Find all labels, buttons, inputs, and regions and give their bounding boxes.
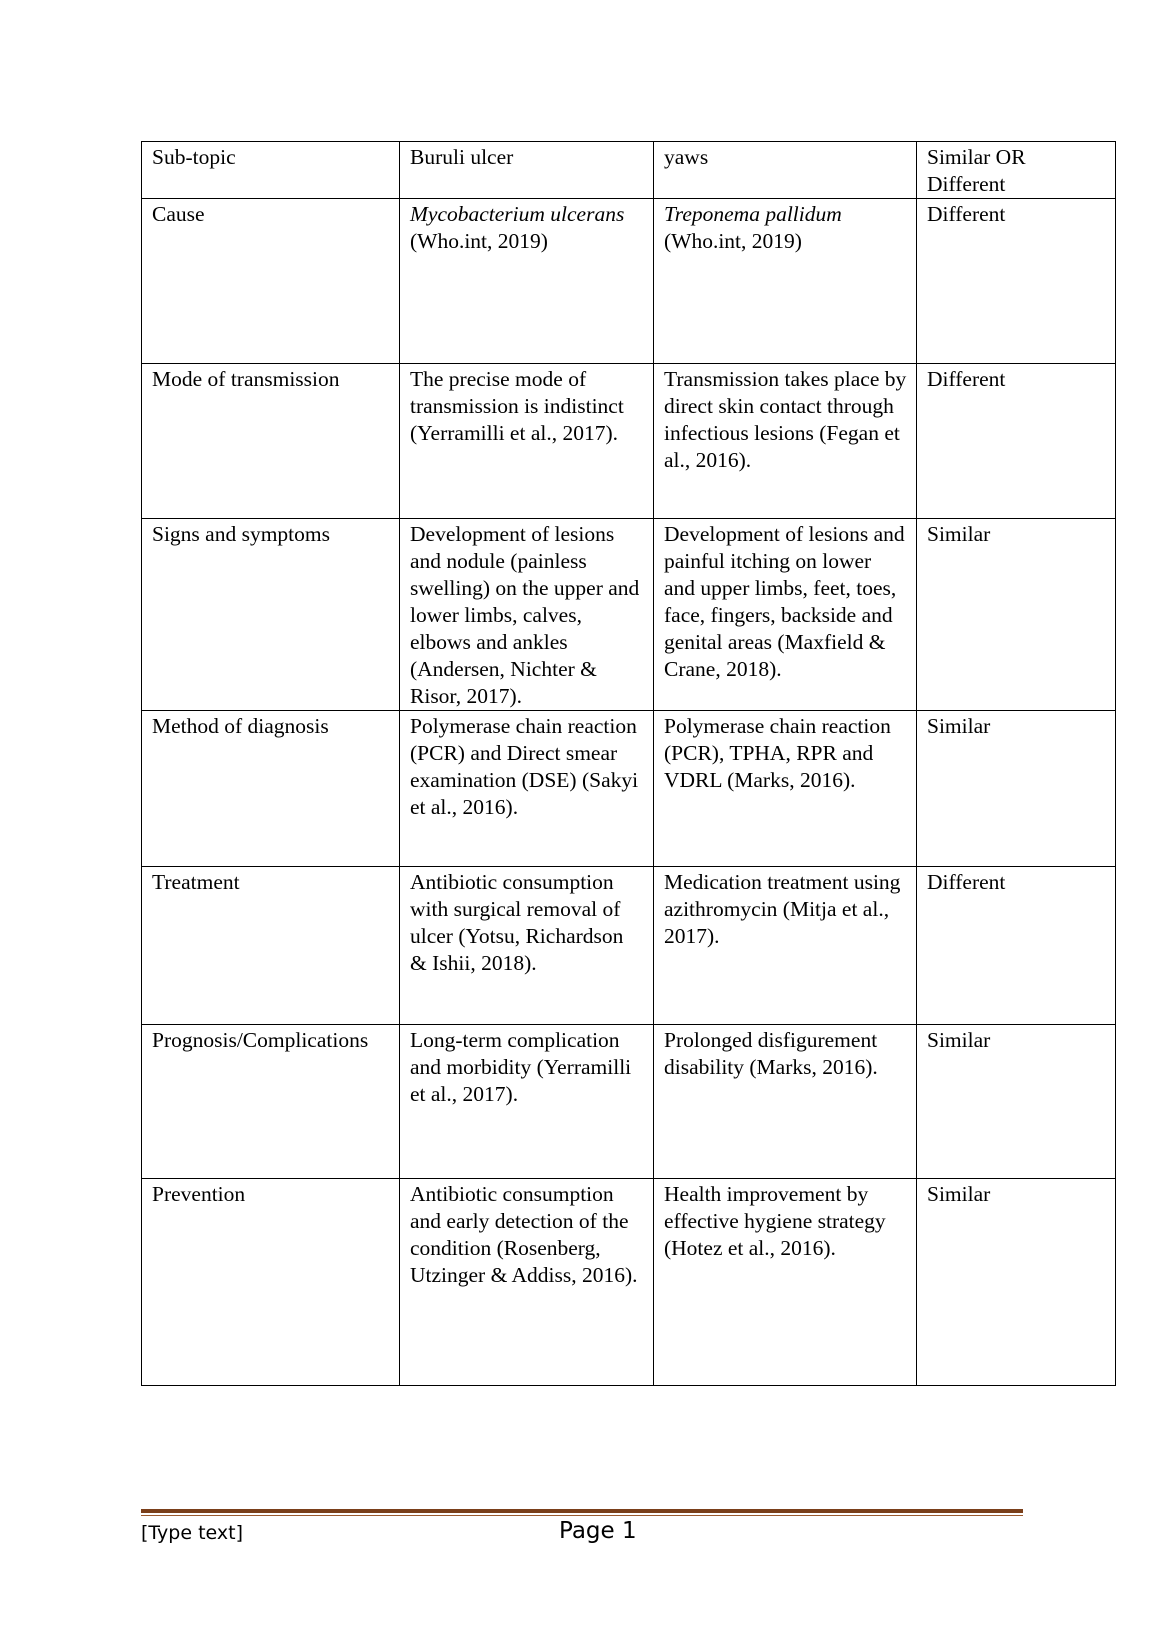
table-row xyxy=(142,867,1116,1025)
buruli-cell xyxy=(400,199,654,364)
verdict-cell: Different xyxy=(917,199,1116,364)
buruli-cell: Long-term complication and morbidity (Yerramilli et al., 2017). xyxy=(400,1025,654,1179)
header-subtopic: Sub-topic xyxy=(142,142,400,199)
citation: (Who.int, 2019) xyxy=(410,229,548,253)
subtopic-cell: Prevention xyxy=(142,1179,400,1386)
pathogen-name: Mycobacterium ulcerans xyxy=(410,202,625,226)
table-row xyxy=(142,199,1116,364)
subtopic-cell: Signs and symptoms xyxy=(142,519,400,711)
table-row xyxy=(142,364,1116,519)
yaws-cell: Development of lesions and painful itching on lower and upper limbs, feet, toes, face, fingers, backside and genital areas (Maxfield & Crane, 2018). xyxy=(654,519,917,711)
page-number: Page 1 xyxy=(559,1518,637,1544)
subtopic-cell: Cause xyxy=(142,199,400,364)
subtopic-cell: Method of diagnosis xyxy=(142,711,400,867)
yaws-cell xyxy=(654,199,917,364)
yaws-cell: Health improvement by effective hygiene strategy (Hotez et al., 2016). xyxy=(654,1179,917,1386)
buruli-cell: The precise mode of transmission is indistinct (Yerramilli et al., 2017). xyxy=(400,364,654,519)
buruli-cell: Development of lesions and nodule (painless swelling) on the upper and lower limbs, calves, elbows and ankles (Andersen, Nichter & Risor, 2017). xyxy=(400,519,654,711)
header-buruli-ulcer: Buruli ulcer xyxy=(400,142,654,199)
buruli-cell: Antibiotic consumption and early detection of the condition (Rosenberg, Utzinger & Addiss, 2016). xyxy=(400,1179,654,1386)
subtopic-cell: Mode of transmission xyxy=(142,364,400,519)
header-yaws: yaws xyxy=(654,142,917,199)
buruli-cell: Polymerase chain reaction (PCR) and Direct smear examination (DSE) (Sakyi et al., 2016). xyxy=(400,711,654,867)
verdict-cell: Different xyxy=(917,364,1116,519)
pathogen-name: Treponema pallidum xyxy=(664,202,842,226)
verdict-cell: Similar xyxy=(917,1025,1116,1179)
yaws-cell: Medication treatment using azithromycin (Mitja et al., 2017). xyxy=(654,867,917,1025)
subtopic-cell: Treatment xyxy=(142,867,400,1025)
table-row xyxy=(142,1179,1116,1386)
table-row xyxy=(142,519,1116,711)
comparison-table xyxy=(141,141,1116,1386)
yaws-cell: Prolonged disfigurement disability (Marks, 2016). xyxy=(654,1025,917,1179)
footer-rule xyxy=(141,1509,1023,1513)
footer-placeholder-text[interactable]: [Type text] xyxy=(141,1522,244,1544)
table-header-row xyxy=(142,142,1116,199)
table-row xyxy=(142,1025,1116,1179)
footer-rule-thin xyxy=(141,1515,1023,1516)
header-similar-or-different: Similar OR Different xyxy=(917,142,1116,199)
verdict-cell: Different xyxy=(917,867,1116,1025)
verdict-cell: Similar xyxy=(917,711,1116,867)
table-row xyxy=(142,711,1116,867)
citation: (Who.int, 2019) xyxy=(664,229,802,253)
buruli-cell: Antibiotic consumption with surgical removal of ulcer (Yotsu, Richardson & Ishii, 2018). xyxy=(400,867,654,1025)
verdict-cell: Similar xyxy=(917,1179,1116,1386)
yaws-cell: Transmission takes place by direct skin contact through infectious lesions (Fegan et al., 2016). xyxy=(654,364,917,519)
verdict-cell: Similar xyxy=(917,519,1116,711)
yaws-cell: Polymerase chain reaction (PCR), TPHA, RPR and VDRL (Marks, 2016). xyxy=(654,711,917,867)
subtopic-cell: Prognosis/Complications xyxy=(142,1025,400,1179)
